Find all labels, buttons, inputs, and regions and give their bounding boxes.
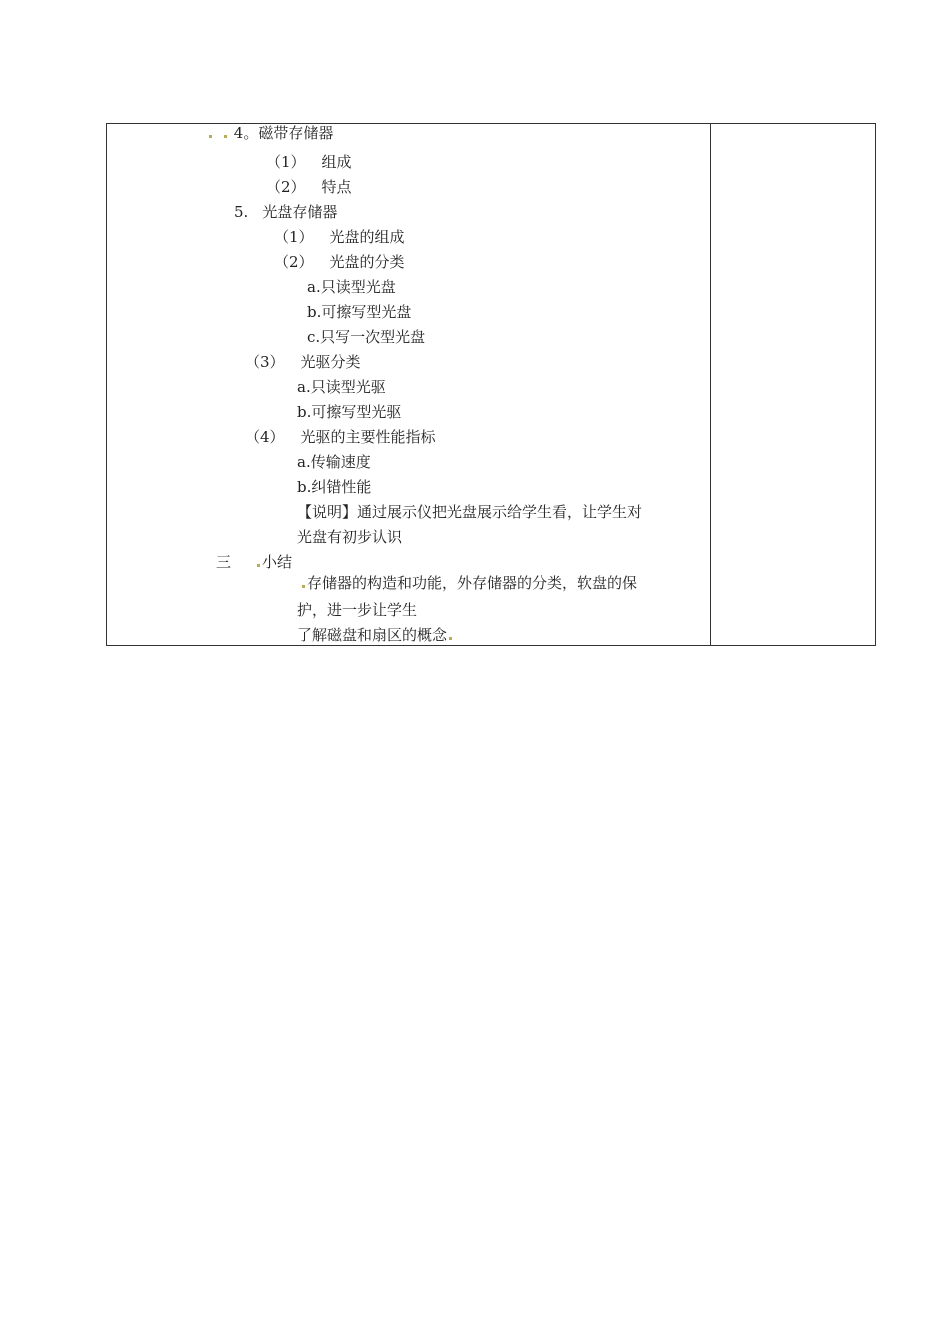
item-5-2 xyxy=(274,253,405,271)
item-5-title: 光盘存储器 xyxy=(262,203,338,221)
note-line-2: 光盘有初步认识 xyxy=(297,528,403,546)
item-5-3-b: b.可擦写型光驱 xyxy=(297,403,402,421)
summary-line-2: 护，进一步让学生 xyxy=(297,601,418,619)
item-4-2-number: （2） xyxy=(266,178,306,196)
item-5-number: 5. xyxy=(234,203,249,221)
item-5-2-text: 光盘的分类 xyxy=(329,253,405,271)
item-5-4-b: b.纠错性能 xyxy=(297,478,372,496)
section-3-number: 三 xyxy=(216,553,232,571)
item-4-1-number: （1） xyxy=(266,153,306,171)
marker-dot xyxy=(449,637,452,640)
item-5-1 xyxy=(274,228,405,246)
item-5-1-number: （1） xyxy=(274,228,314,246)
item-5-heading xyxy=(234,203,337,221)
item-4-1 xyxy=(266,153,352,171)
item-4-1-text: 组成 xyxy=(321,153,352,171)
item-4-2-text: 特点 xyxy=(321,178,352,196)
item-5-3-a: a.只读型光驱 xyxy=(297,378,386,396)
marker-dot xyxy=(302,585,305,588)
item-5-2-c: c.只写一次型光盘 xyxy=(307,328,426,346)
summary-line-3 xyxy=(297,626,454,644)
item-5-3 xyxy=(245,353,361,371)
item-4-heading xyxy=(207,124,333,142)
section-3-title: 小结 xyxy=(262,553,293,571)
summary-line-1 xyxy=(300,574,637,592)
item-4-title: 磁带存储器 xyxy=(258,124,334,142)
marker-dot xyxy=(257,564,260,567)
item-5-2-b: b.可擦写型光盘 xyxy=(307,303,412,321)
item-5-2-number: （2） xyxy=(274,253,314,271)
item-4-2 xyxy=(266,178,352,196)
marker-dot xyxy=(209,135,212,138)
item-5-3-number: （3） xyxy=(245,353,285,371)
marker-dot xyxy=(224,135,227,138)
column-divider xyxy=(710,124,711,645)
item-5-3-text: 光驱分类 xyxy=(300,353,361,371)
item-4-number: 4。 xyxy=(233,124,259,142)
item-5-2-a: a.只读型光盘 xyxy=(307,278,396,296)
item-5-4-a: a.传输速度 xyxy=(297,453,371,471)
summary-line-3-text: 了解磁盘和扇区的概念 xyxy=(297,626,448,644)
item-5-4 xyxy=(245,428,436,446)
summary-line-1-text: 存储器的构造和功能，外存储器的分类，软盘的保 xyxy=(307,574,638,592)
note-line-1: 【说明】通过展示仪把光盘展示给学生看，让学生对 xyxy=(297,503,643,521)
item-5-4-text: 光驱的主要性能指标 xyxy=(300,428,436,446)
section-3-heading xyxy=(216,553,292,571)
item-5-1-text: 光盘的组成 xyxy=(329,228,405,246)
item-5-4-number: （4） xyxy=(245,428,285,446)
